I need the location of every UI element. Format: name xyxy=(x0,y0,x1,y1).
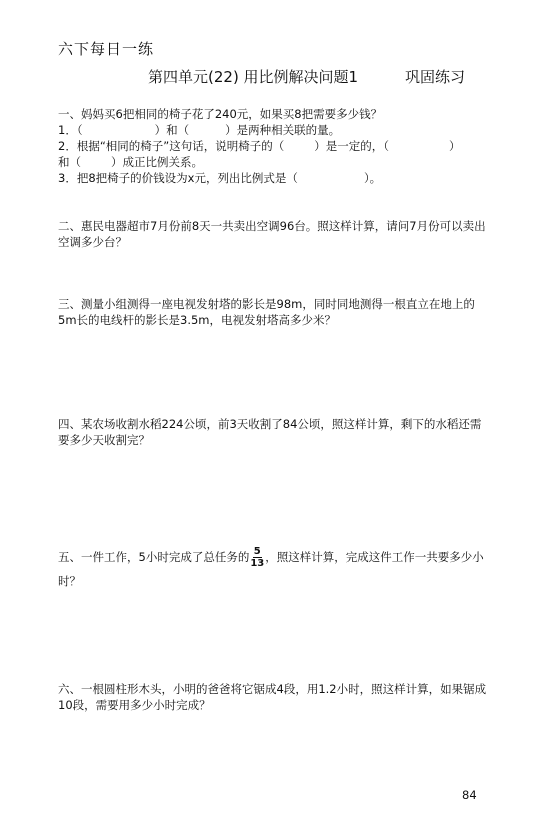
unit-title: 第四单元(22) 用比例解决问题1 xyxy=(148,68,359,86)
sub-question-1-1-part-a: 1．（ xyxy=(58,123,83,137)
sub-question-1-1-part-c: ）是两种相关联的量。 xyxy=(225,123,341,137)
sub-question-1-2-part-c: ） xyxy=(448,139,461,153)
sub-question-1-1-part-b: ）和（ xyxy=(154,123,190,137)
sub-question-1-3-part-b: ）。 xyxy=(363,171,382,185)
sub-question-1-2-part-d: 和（ xyxy=(58,155,81,169)
question-2: 二、惠民电器超市7月份前8天一共卖出空调96台。照这样计算，请问7月份可以卖出空调多少台？ xyxy=(58,219,486,249)
question-5-text-b: ，照这样计算，完成这件工作一共要多少小时？ xyxy=(58,550,484,588)
sub-question-1-2-continued xyxy=(58,154,490,170)
question-3: 三、测量小组测得一座电视发射塔的影长是98m，同时同地测得一根直立在地上的5m长的电线杆的影长是3.5m，电视发射塔高多少米？ xyxy=(58,297,475,327)
sub-question-1-3-part-a: 3．把8把椅子的价钱设为x元，列出比例式是（ xyxy=(58,171,298,185)
sub-question-1-2-part-e: ）成正比例关系。 xyxy=(111,155,203,169)
fraction-denominator: 13 xyxy=(250,558,265,569)
question-4: 四、某农场收割水稻224公顷，前3天收割了84公顷，照这样计算，剩下的水稻还需要多少天收割完？ xyxy=(58,417,482,447)
sub-question-1-1 xyxy=(58,122,490,138)
question-5-text-a: 五、一件工作，5小时完成了总任务的 xyxy=(58,550,250,564)
page-number: 84 xyxy=(462,788,477,802)
fraction-numerator: 5 xyxy=(253,546,261,557)
question-1-prompt: 一、妈妈买6把相同的椅子花了240元，如果买8把需要多少钱？ xyxy=(58,107,383,121)
practice-type-label: 巩固练习 xyxy=(405,68,466,86)
fraction-five-thirteenths xyxy=(250,546,264,569)
sub-question-1-2-part-b: ）是一定的，（ xyxy=(314,139,389,153)
sub-question-1-3 xyxy=(58,170,490,186)
question-5 xyxy=(58,545,490,593)
question-1 xyxy=(58,106,490,186)
sub-question-1-2-part-a: 2．根据“相同的椅子”这句话，说明椅子的（ xyxy=(58,139,285,153)
sub-question-1-2 xyxy=(58,138,490,154)
daily-practice-header: 六下每日一练 xyxy=(58,40,155,58)
question-6: 六、一根圆柱形木头，小明的爸爸将它锯成4段，用1.2小时，照这样计算，如果锯成10段，需要用多少小时完成？ xyxy=(58,682,487,712)
